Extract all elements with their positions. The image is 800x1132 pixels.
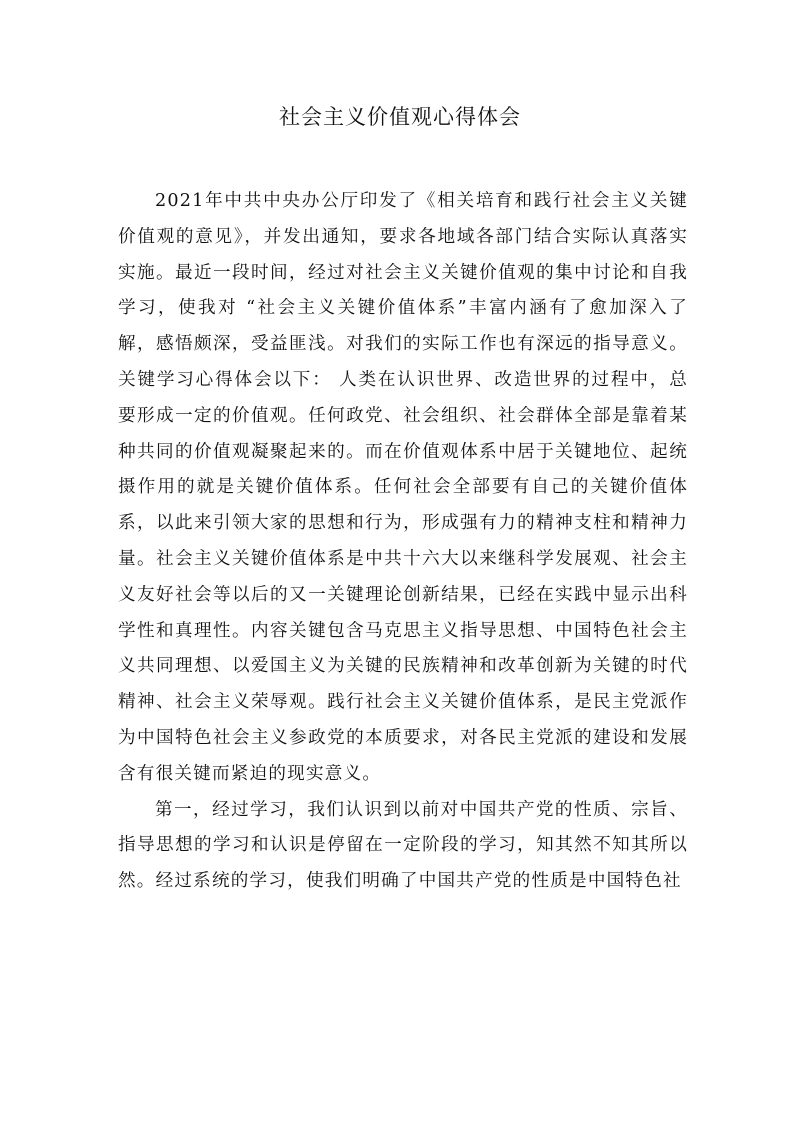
document-body [118, 184, 688, 900]
paragraph-2: 第一，经过学习，我们认识到以前对中国共产党的性质、宗旨、指导思想的学习和认识是停留在一定阶段的学习，知其然不知其所以然。经过系统的学习，使我们明确了中国共产党的性质是中国特色社 [118, 799, 688, 892]
paragraph-1: 2021年中共中央办公厅印发了《相关培育和践行社会主义关键价值观的意见》，并发出通知，要求各地域各部门结合实际认真落实实施。最近一段时间，经过对社会主义关键价值观的集中讨论和自我学习，使我对 “社会主义关键价值体系”丰富内涵有了愈加深入了解，感悟颇深，受益匪浅。对我们的实际工作也有深远的指导意义。关键学习心得体会以下： 人类在认识世界、改造世界的过程中，总要形成一定的价值观。任何政党、社会组织、社会群体全部是靠着某种共同的价值观凝聚起来的。而在价值观体系中居于关键地位、起统摄作用的就是关键价值体系。任何社会全部要有自己的关键价值体系，以此来引领大家的思想和行为，形成强有力的精神支柱和精神力量。社会主义关键价值体系是中共十六大以来继科学发展观、社会主义友好社会等以后的又一关键理论创新结果，已经在实践中显示出科学性和真理性。内容关键包含马克思主义指导思想、中国特色社会主义共同理想、以爱国主义为关键的民族精神和改革创新为关键的时代精神、社会主义荣辱观。践行社会主义关键价值体系，是民主党派作为中国特色社会主义参政党的本质要求，对各民主党派的建设和发展含有很关键而紧迫的现实意义。 [118, 191, 688, 784]
page-title: 社会主义价值观心得体会 [279, 105, 521, 129]
